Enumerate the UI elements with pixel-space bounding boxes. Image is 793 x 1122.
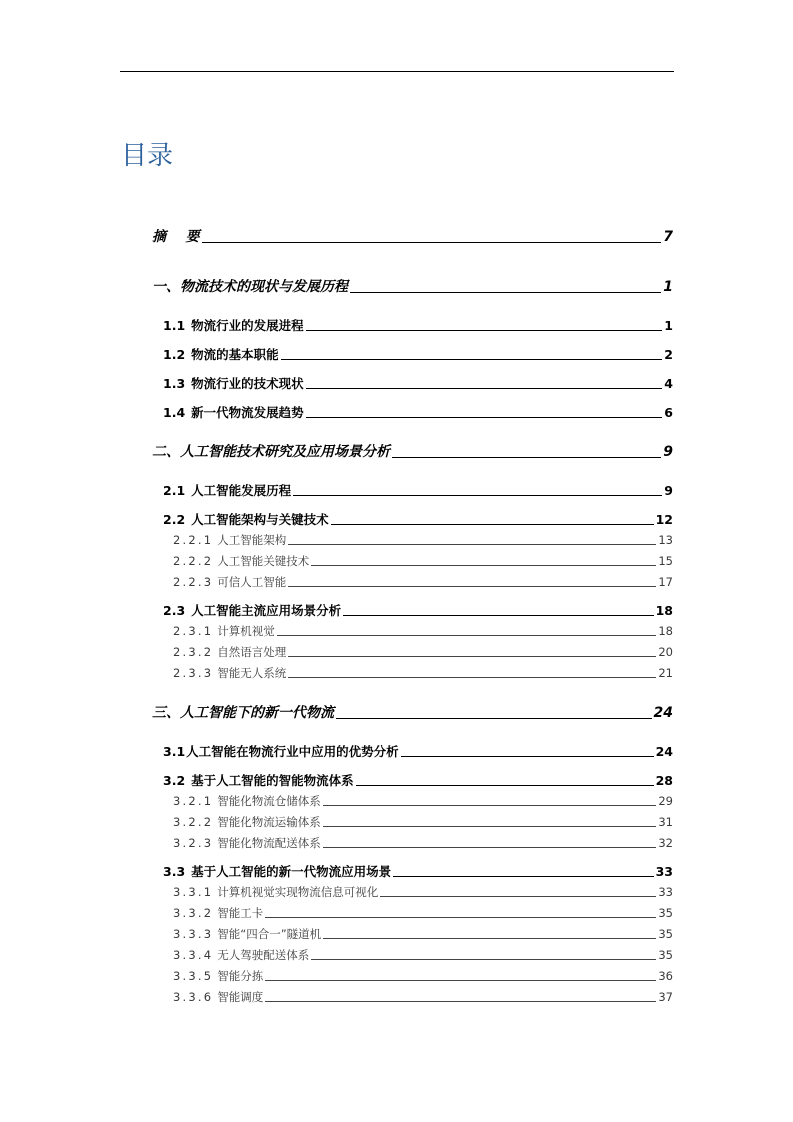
toc-page-number: 4: [664, 376, 673, 391]
toc-page-number: 36: [658, 969, 673, 983]
toc-section[interactable]: 1.1 物流行业的发展进程 1: [163, 318, 673, 333]
toc-subsection[interactable]: 2.3.1 计算机视觉 18: [173, 624, 673, 638]
toc-subsection[interactable]: 2.2.3 可信人工智能 17: [173, 575, 673, 589]
toc-page-number: 24: [655, 744, 673, 759]
toc-page-number: 2: [664, 347, 673, 362]
toc-section[interactable]: 1.2 物流的基本职能 2: [163, 347, 673, 362]
toc-chapter[interactable]: 三、人工智能下的新一代物流 24: [152, 705, 673, 721]
toc-page-number: 13: [658, 533, 673, 547]
toc-page-number: 15: [658, 554, 673, 568]
toc-title: 目录: [121, 141, 174, 171]
toc-subsection[interactable]: 3.3.1 计算机视觉实现物流信息可视化 33: [173, 885, 673, 899]
toc-subsection[interactable]: 3.3.3 智能“四合一”隧道机 35: [173, 927, 673, 941]
toc-page-number: 31: [658, 815, 673, 829]
toc-page-number: 12: [655, 512, 673, 527]
toc-subsection[interactable]: 2.2.1 人工智能架构 13: [173, 533, 673, 547]
toc-section[interactable]: 1.4 新一代物流发展趋势 6: [163, 405, 673, 420]
toc-page-number: 32: [658, 836, 673, 850]
toc-page-number: 28: [655, 773, 673, 788]
toc-chapter[interactable]: 一、物流技术的现状与发展历程 1: [152, 279, 673, 295]
toc-subsection[interactable]: 2.2.2 人工智能关键技术 15: [173, 554, 673, 568]
toc-chapter[interactable]: 二、人工智能技术研究及应用场景分析 9: [152, 444, 673, 460]
toc-page-number: 24: [653, 705, 673, 721]
toc-page-number: 33: [658, 885, 673, 899]
toc-page-number: 20: [658, 645, 673, 659]
toc-page-number: 9: [664, 483, 673, 498]
toc-page-number: 29: [658, 794, 673, 808]
toc-subsection[interactable]: 3.3.5 智能分拣 36: [173, 969, 673, 983]
toc-page-number: 7: [663, 229, 673, 245]
toc-page-number: 17: [658, 575, 673, 589]
toc-page-number: 1: [664, 318, 673, 333]
toc-section[interactable]: 3.2 基于人工智能的智能物流体系 28: [163, 773, 673, 788]
toc-page-number: 35: [658, 906, 673, 920]
toc-section[interactable]: 3.1人工智能在物流行业中应用的优势分析 24: [163, 744, 673, 759]
toc-page-number: 18: [655, 603, 673, 618]
toc-subsection[interactable]: 3.2.1 智能化物流仓储体系 29: [173, 794, 673, 808]
toc-subsection[interactable]: 3.2.2 智能化物流运输体系 31: [173, 815, 673, 829]
toc-subsection[interactable]: 2.3.2 自然语言处理 20: [173, 645, 673, 659]
toc-page-number: 35: [658, 948, 673, 962]
toc-page-number: 21: [658, 666, 673, 680]
toc-page-number: 9: [663, 444, 673, 460]
toc-section[interactable]: 3.3 基于人工智能的新一代物流应用场景 33: [163, 864, 673, 879]
toc-section[interactable]: 2.2 人工智能架构与关键技术 12: [163, 512, 673, 527]
toc-subsection[interactable]: 3.3.2 智能工卡 35: [173, 906, 673, 920]
toc-page-number: 1: [663, 279, 673, 295]
toc-subsection[interactable]: 3.3.6 智能调度 37: [173, 990, 673, 1004]
toc-subsection[interactable]: 3.3.4 无人驾驶配送体系 35: [173, 948, 673, 962]
toc-page-number: 33: [655, 864, 673, 879]
toc-page-number: 6: [664, 405, 673, 420]
toc-page-number: 37: [658, 990, 673, 1004]
toc-chapter[interactable]: 摘 要 7: [152, 229, 673, 245]
toc-page-number: 18: [658, 624, 673, 638]
toc-page-number: 35: [658, 927, 673, 941]
toc-section[interactable]: 2.1 人工智能发展历程 9: [163, 483, 673, 498]
toc-subsection[interactable]: 3.2.3 智能化物流配送体系 32: [173, 836, 673, 850]
toc-section[interactable]: 2.3 人工智能主流应用场景分析 18: [163, 603, 673, 618]
toc-subsection[interactable]: 2.3.3 智能无人系统 21: [173, 666, 673, 680]
toc-section[interactable]: 1.3 物流行业的技术现状 4: [163, 376, 673, 391]
